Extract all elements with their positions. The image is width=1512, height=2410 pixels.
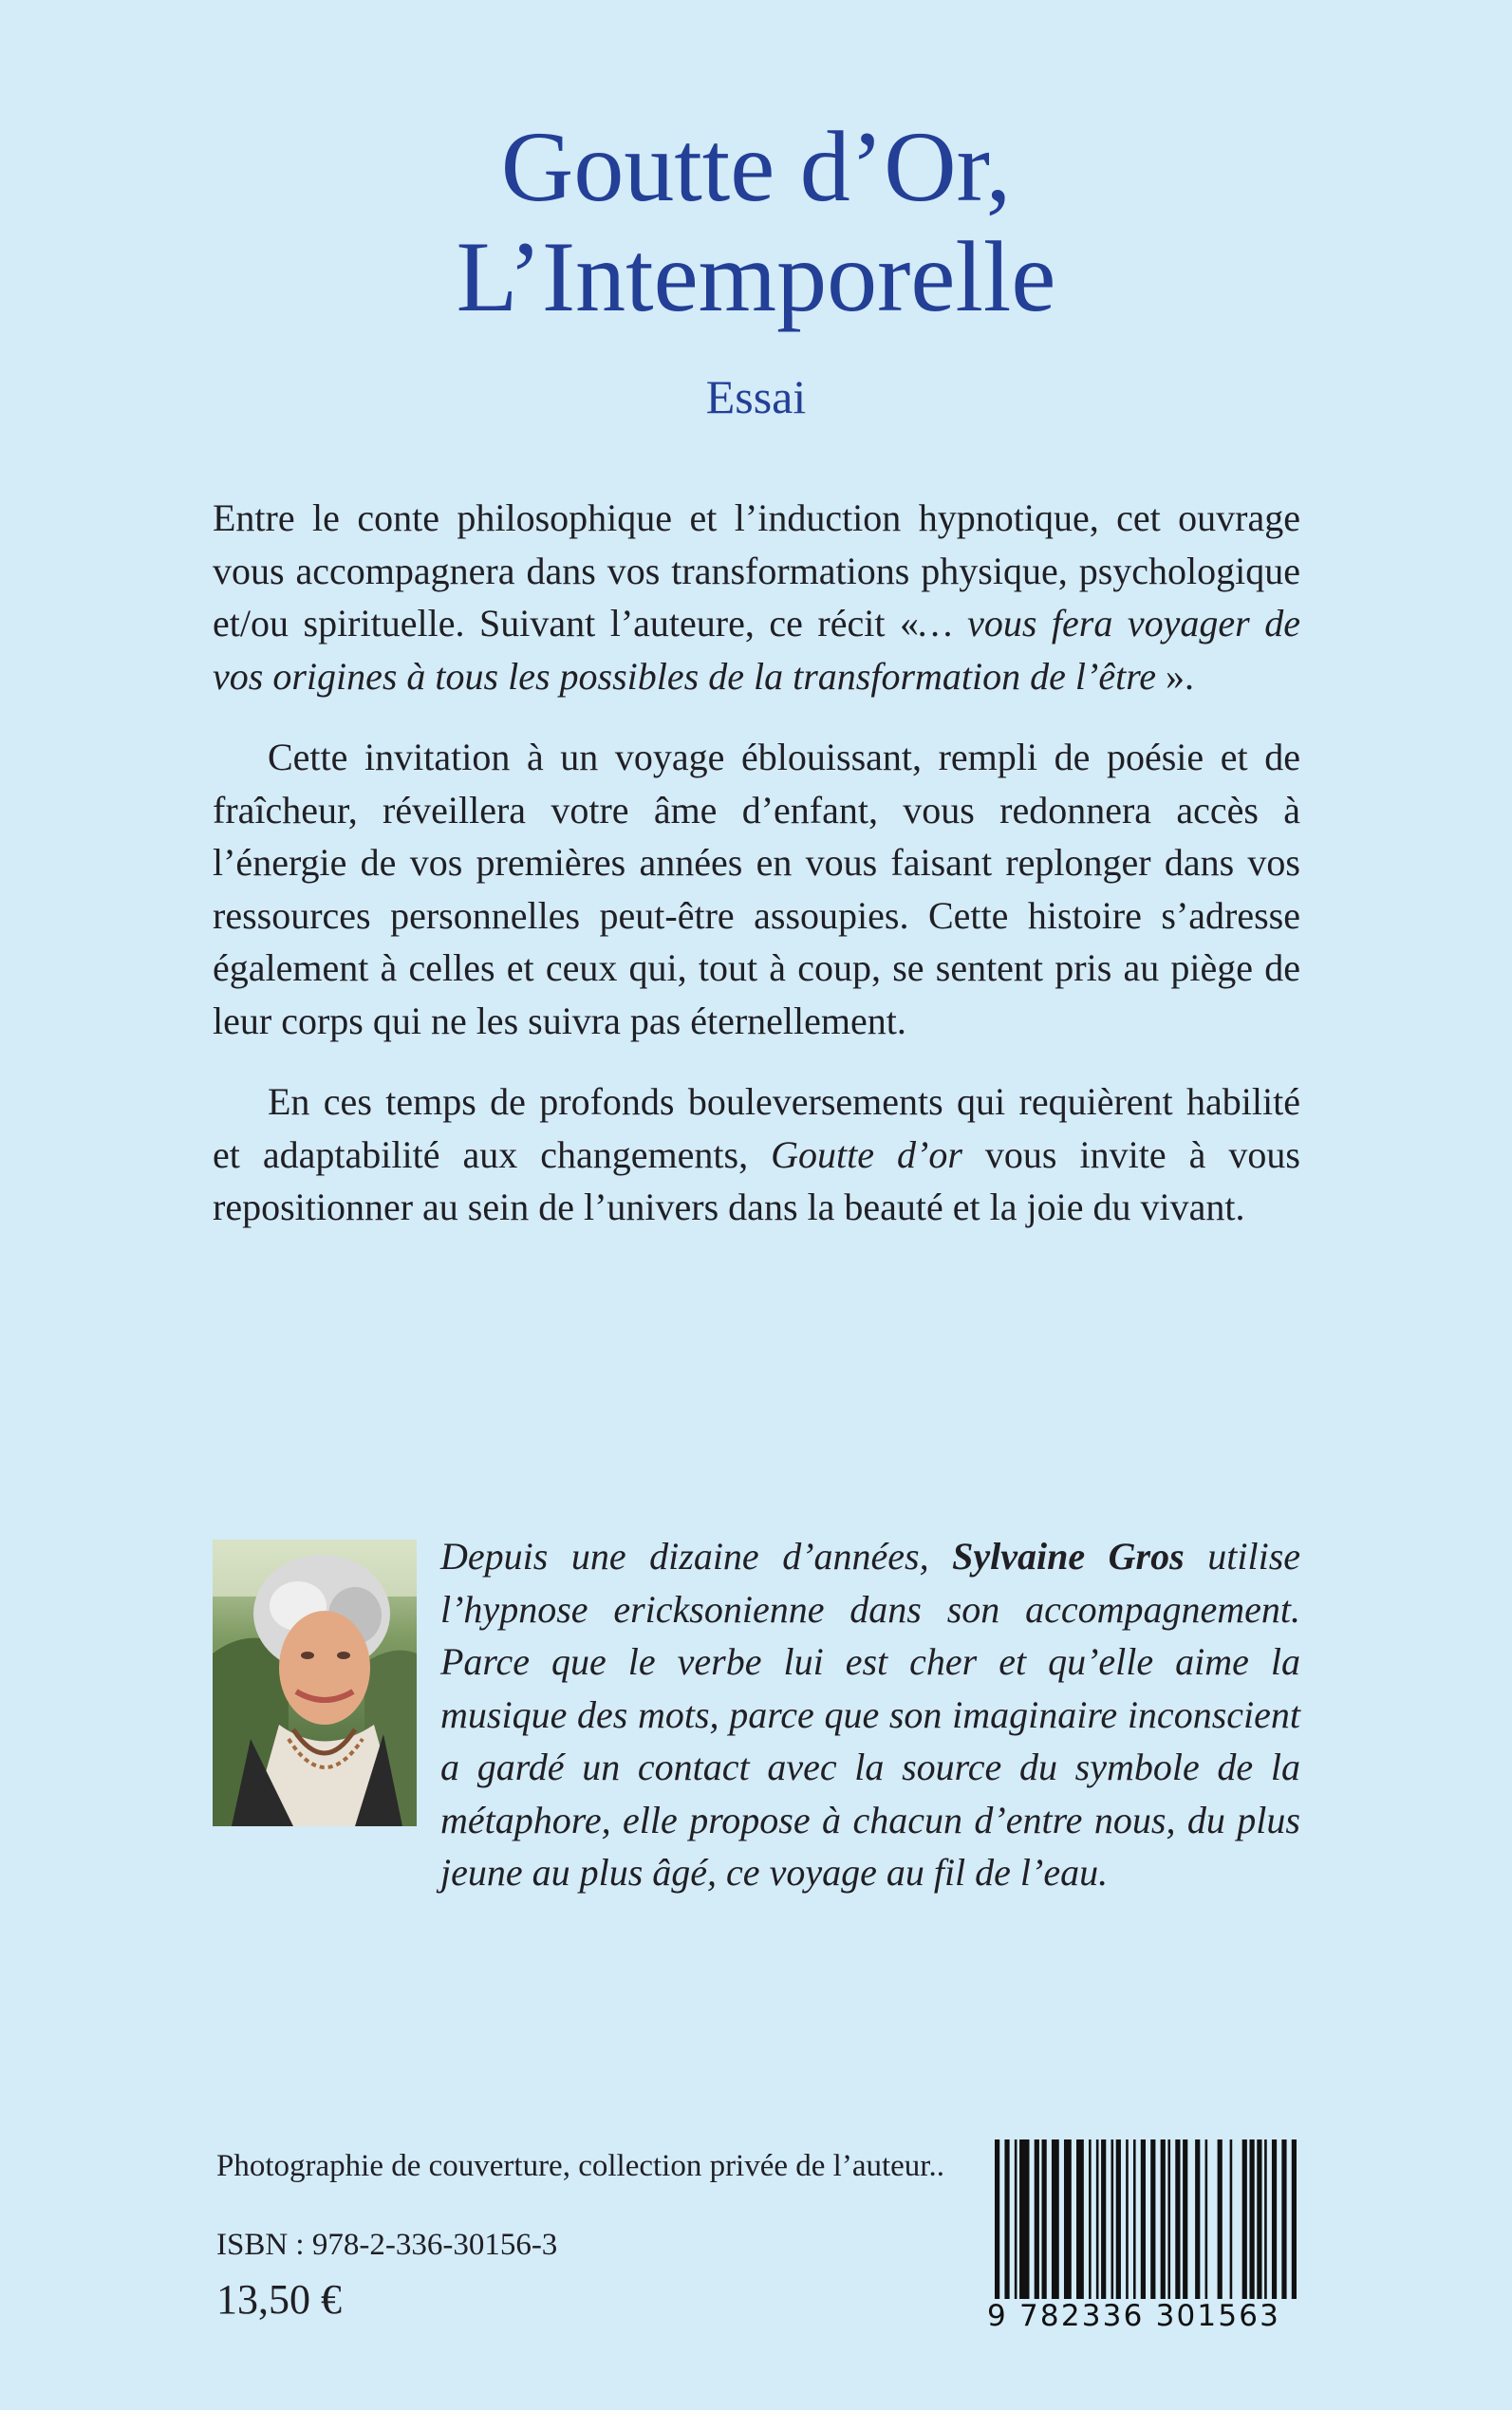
barcode-bar — [995, 2139, 999, 2299]
blurb-p1-text: Entre le conte philosophique et l’induction hypnotique, cet ouvrage vous accompagnera dans vos transformations physique, psychologique et/ou spirituelle. Suivant l’auteure, ce récit « — [213, 496, 1300, 645]
author-portrait-image — [213, 1540, 417, 1826]
back-cover-blurb — [213, 492, 1300, 1262]
barcode-bar — [1015, 2139, 1017, 2299]
barcode-bar — [1183, 2139, 1187, 2299]
blurb-p3-end: vous invite à vous repositionner au sein de l’univers dans la beauté et la joie du vivant. — [213, 1132, 1300, 1228]
barcode-bar — [1116, 2139, 1121, 2299]
barcode-bar — [1150, 2139, 1155, 2299]
barcode-bar — [1064, 2139, 1072, 2299]
barcode-bar — [1230, 2139, 1233, 2299]
barcode-bar — [1175, 2139, 1180, 2299]
barcode-bar — [1249, 2139, 1254, 2299]
barcode-bar — [1205, 2139, 1208, 2299]
blurb-paragraph-3 — [213, 1075, 1300, 1234]
barcode-bar — [1133, 2139, 1136, 2299]
photo-credit: Photographie de couverture, collection privée de l’auteur.. — [216, 2149, 944, 2183]
isbn: ISBN : 978-2-336-30156-3 — [216, 2228, 558, 2262]
barcode-bar — [1257, 2139, 1261, 2299]
barcode-bar — [1111, 2139, 1114, 2299]
blurb-p3-book-title: Goutte d’or — [771, 1132, 962, 1176]
barcode-bar — [1052, 2139, 1059, 2299]
barcode-bar — [1096, 2139, 1099, 2299]
blurb-paragraph-2: Cette invitation à un voyage éblouissant, rempli de poésie et de fraîcheur, réveillera votre âme d’enfant, vous redonnera accès à l’énergie de vos premières années en vous faisant replonger dans vos ressources personnelles peut-être assoupies. Cette histoire s’adresse également à celles et ceux qui, tout à coup, se sentent pris au piège de leur corps qui ne les suivra pas éternellement. — [213, 736, 1300, 1042]
barcode-bar — [1101, 2139, 1106, 2299]
book-genre: Essai — [705, 370, 807, 423]
barcode-bar — [1272, 2139, 1277, 2299]
barcode-bar — [1126, 2139, 1129, 2299]
blurb-p1-quote: … vous fera voyager de vos origines à tous les possibles de la transformation de l’être — [213, 602, 1300, 698]
barcode-bar — [1161, 2139, 1166, 2299]
barcode-bar — [1167, 2139, 1170, 2299]
barcode-bar — [1004, 2139, 1009, 2299]
title-line-2: L’Intemporelle — [456, 221, 1056, 332]
barcode-bar — [1042, 2139, 1047, 2299]
barcode-bar — [1141, 2139, 1146, 2299]
barcode-bar — [1218, 2139, 1223, 2299]
barcode-bar — [1264, 2139, 1267, 2299]
barcode-bar — [1292, 2139, 1297, 2299]
author-photo — [213, 1540, 417, 1826]
barcode-digits: 9 782336 301563 — [987, 2299, 1281, 2333]
blurb-p1-end: ». — [1156, 654, 1195, 698]
author-bio-end: utilise l’hypnose ericksonienne dans son accompagnement. Parce que le verbe lui est cher et qu’elle aime la musique des mots, parce que son imaginaire inconscient a gardé un contact avec la source du symbole de la métaphore, elle propose à chacun d’entre nous, du plus jeune au plus âgé, ce voyage au fil de l’eau. — [440, 1535, 1301, 1894]
book-title — [0, 112, 1512, 332]
blurb-paragraph-1 — [213, 492, 1300, 702]
author-bio-start: Depuis une dizaine d’années, — [440, 1535, 953, 1578]
barcode-bar — [1035, 2139, 1039, 2299]
blurb-p3-start: En ces temps de profonds bouleversements qui requièrent habilité et adaptabilité aux changements, — [213, 1080, 1300, 1176]
barcode-icon — [995, 2139, 1297, 2299]
author-name: Sylvaine Gros — [952, 1535, 1185, 1578]
barcode-bar — [1019, 2139, 1029, 2299]
price: 13,50 € — [216, 2276, 342, 2323]
barcode-bar — [1076, 2139, 1084, 2299]
title-line-1: Goutte d’Or, — [500, 111, 1012, 222]
barcode-bar — [1242, 2139, 1247, 2299]
barcode-bar — [1089, 2139, 1092, 2299]
barcode-bar — [1195, 2139, 1200, 2299]
barcode-bar — [1281, 2139, 1286, 2299]
